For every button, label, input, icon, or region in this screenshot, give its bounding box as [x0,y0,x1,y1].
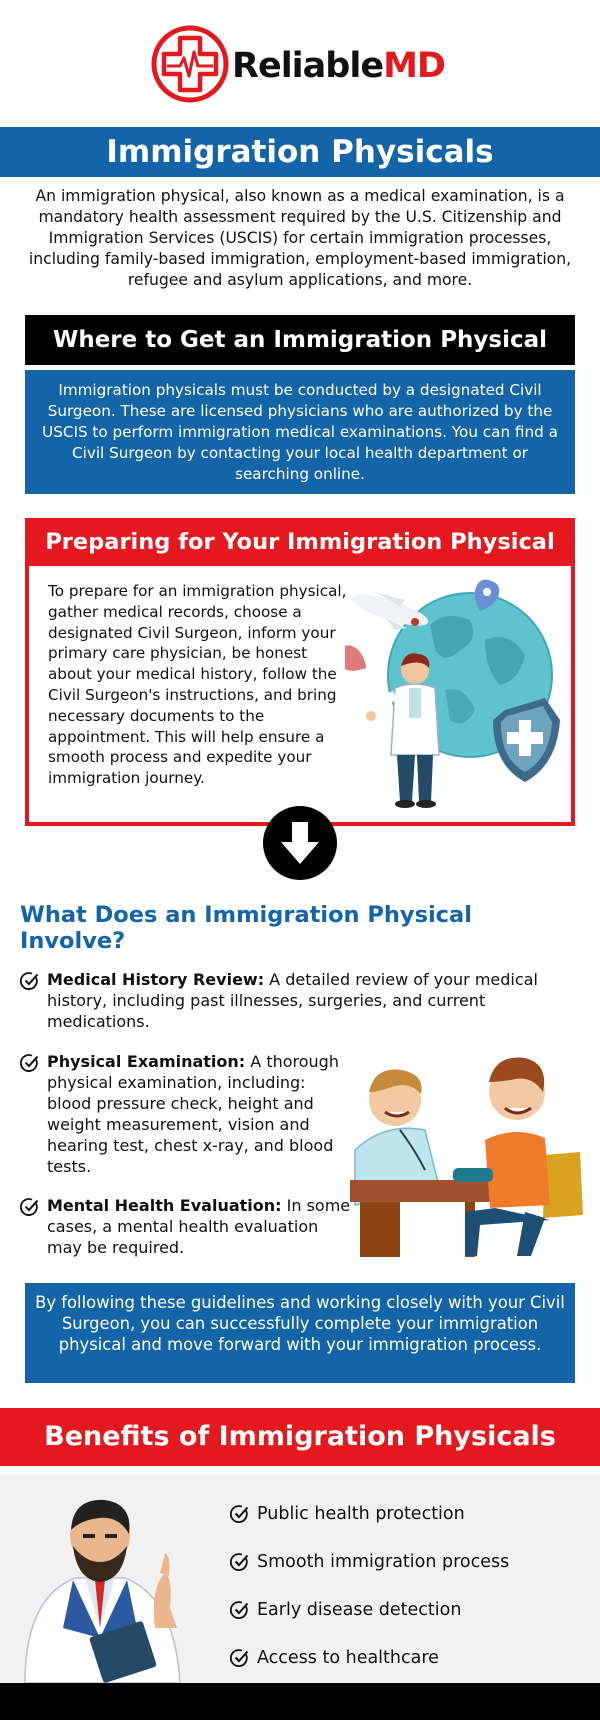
check-circle-icon [20,1197,40,1217]
involve-item-text: A thorough physical examination, including: blood pressure check, height and weight measurement, vision and hearing test, chest x-ray, and blood tests. [47,1052,339,1176]
patient-figure [453,1058,583,1257]
involve-closing-paragraph: By following these guidelines and working closely with your Civil Surgeon, you can successfully complete your immigration physical and move forward with your immigration process. [25,1283,575,1383]
prepare-paragraph: To prepare for an immigration physical, gather medical records, choose a designated Civil Surgeon, inform your primary care physician, be honest about your medical history, follow the Civil Surgeon's instructions, and bring necessary documents to the appointment. This will help ensure a smooth process and expedite your immigration journey. [48,582,347,788]
where-paragraph: Immigration physicals must be conducted by a designated Civil Surgeon. These are licensed physicians who are authorized by the USCIS to perform immigration medical examinations. You can find a Civil Surgeon by contacting your local health department or searching online. [25,370,575,494]
arrow-down-badge [263,806,337,880]
where-heading: Where to Get an Immigration Physical [25,315,575,365]
benefit-label: Smooth immigration process [257,1552,510,1572]
prepare-heading: Preparing for Your Immigration Physical [25,518,575,566]
check-circle-icon [230,1648,250,1668]
intro-paragraph: An immigration physical, also known as a medical examination, is a mandatory health assessment required by the U.S. Citizenship and Immigration Services (USCIS) for certain immigration processes, including family-based immigration, employment-based immigration, refugee and asylum applications, and more. [28,187,572,289]
bearded-doctor-illustration [15,1478,205,1683]
brand-name: ReliableMD [232,46,445,86]
check-circle-icon [230,1504,250,1524]
globe-doctor-illustration [345,570,570,820]
check-circle-icon [20,1053,40,1073]
map-pin-icon [345,642,372,679]
involve-item-text: A detailed review of your medical history, including past illnesses, surgeries, and current medications. [47,970,538,1031]
benefit-label: Public health protection [257,1504,465,1524]
footer-bar [0,1683,600,1720]
doctor-patient-illustration [345,1030,585,1260]
involve-heading: What Does an Immigration Physical Involve? [20,902,472,954]
page-title: Immigration Physicals [106,134,494,170]
benefit-label: Access to healthcare [257,1648,439,1668]
involve-item-text: In some cases, a mental health evaluation may be required. [47,1196,351,1257]
benefits-heading: Benefits of Immigration Physicals [0,1408,600,1466]
involve-item-label: Mental Health Evaluation: [47,1196,282,1215]
check-circle-icon [230,1552,250,1572]
involve-item-label: Medical History Review: [47,970,265,989]
check-circle-icon [20,971,40,991]
check-circle-icon [230,1600,250,1620]
medical-cross-heartbeat-icon [150,24,230,104]
arrow-down-icon [263,806,337,880]
brand-logo[interactable] [0,20,600,110]
involve-item-label: Physical Examination: [47,1052,246,1071]
benefit-label: Early disease detection [257,1600,462,1620]
